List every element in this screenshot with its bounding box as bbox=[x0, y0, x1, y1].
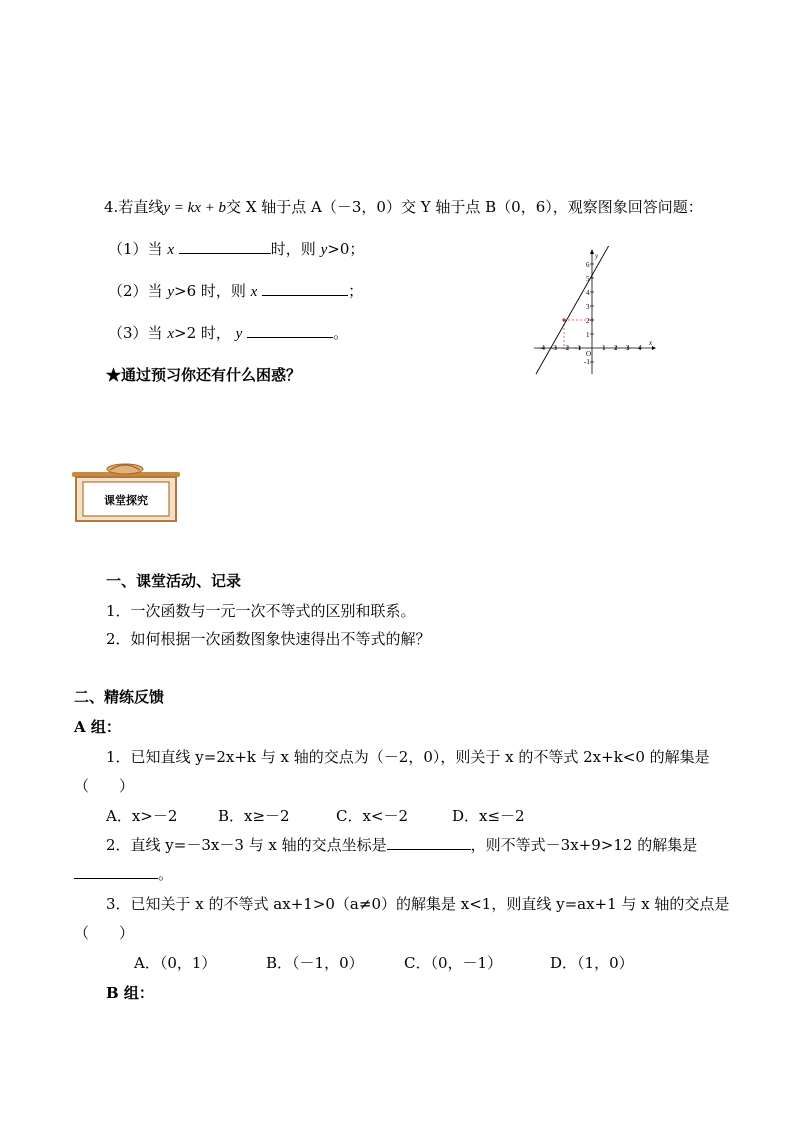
q2-line2 bbox=[74, 863, 173, 884]
point-marker-axis bbox=[590, 318, 593, 321]
answer-blank-3[interactable] bbox=[247, 323, 333, 338]
x-tick-neg1: -1 bbox=[575, 344, 581, 352]
q2-text-b: ，则不等式－3x+9>12 的解集是 bbox=[470, 836, 698, 854]
q4-formula: y = kx + b bbox=[163, 200, 227, 216]
x-tick-neg3: -3 bbox=[551, 344, 557, 352]
q2-answer-blank-2[interactable] bbox=[74, 864, 158, 879]
q4-p2-text-c: ； bbox=[348, 282, 364, 300]
q4-part2 bbox=[108, 280, 363, 301]
q3-option-d[interactable]: D．（1，0） bbox=[550, 954, 634, 972]
q4-part1 bbox=[108, 238, 364, 259]
section1-title: 一、课堂活动、记录 bbox=[106, 572, 242, 590]
q3-paren: （ ） bbox=[74, 924, 135, 942]
y-axis-arrow bbox=[590, 249, 594, 254]
x-tick-4: 4 bbox=[638, 344, 642, 352]
q4-p3-text-b: >2 时， bbox=[174, 324, 231, 342]
group-b-label: B 组： bbox=[106, 984, 154, 1002]
q1-paren: （ ） bbox=[74, 777, 135, 795]
q4-p3-text-c: 。 bbox=[333, 324, 349, 342]
q3-option-a[interactable]: A．（0，1） bbox=[134, 954, 217, 972]
q2-end: 。 bbox=[158, 865, 174, 883]
y-axis-label: y bbox=[595, 252, 599, 260]
q4-p1-var: x bbox=[167, 242, 174, 258]
y-tick-3: 3 bbox=[586, 303, 590, 311]
origin-label: O bbox=[586, 350, 592, 358]
x-tick-1: 1 bbox=[602, 344, 606, 352]
x-tick-3: 3 bbox=[626, 344, 630, 352]
q4-intro-suffix: 交 X 轴于点 A（－3，0）交 Y 轴于点 B（0，6），观察图象回答问题： bbox=[226, 198, 703, 216]
y-tick-5: 5 bbox=[586, 275, 590, 283]
x-tick-2: 2 bbox=[614, 344, 618, 352]
x-tick-neg2: -2 bbox=[563, 344, 569, 352]
q1-option-c[interactable]: C．x<－2 bbox=[336, 807, 409, 825]
x-axis-label: x bbox=[649, 339, 653, 347]
q3-option-b[interactable]: B．（－1，0） bbox=[266, 954, 364, 972]
q4-p2-text-b: >6 时，则 bbox=[174, 282, 246, 300]
y-tick-1: 1 bbox=[586, 331, 590, 339]
q3-option-c[interactable]: C．（0，－1） bbox=[404, 954, 503, 972]
q4-intro bbox=[104, 196, 703, 217]
q4-p1-var2: y bbox=[320, 242, 328, 258]
q2-text-a: 2．直线 y=－3x－3 与 x 轴的交点坐标是 bbox=[106, 836, 387, 854]
preview-question: ★通过预习你还有什么困惑？ bbox=[106, 366, 302, 384]
function-graph bbox=[530, 246, 660, 378]
answer-blank-2[interactable] bbox=[262, 281, 348, 296]
q4-p1-text-c: >0； bbox=[327, 240, 365, 258]
y-tick-4: 4 bbox=[586, 289, 590, 297]
q4-part3 bbox=[108, 322, 348, 343]
x-tick-neg4: -4 bbox=[539, 344, 545, 352]
q4-p2-var: y bbox=[167, 284, 174, 300]
q4-p3-text-a: （3）当 bbox=[108, 324, 163, 342]
q1-option-d[interactable]: D．x≤－2 bbox=[452, 807, 525, 825]
q4-p1-text-a: （1）当 bbox=[108, 240, 163, 258]
badge-text: 课堂探究 bbox=[104, 494, 148, 507]
q4-p3-var: x bbox=[167, 326, 174, 342]
q2-stem bbox=[106, 834, 697, 855]
group-a-label: A 组： bbox=[74, 718, 121, 736]
section1-item-2: 2．如何根据一次函数图象快速得出不等式的解？ bbox=[106, 630, 431, 648]
y-tick-neg1: -1 bbox=[584, 358, 590, 366]
q4-p2-text-a: （2）当 bbox=[108, 282, 163, 300]
y-tick-6: 6 bbox=[586, 261, 590, 269]
q3-stem: 3．已知关于 x 的不等式 ax+1>0（a≠0）的解集是 x<1，则直线 y=ax+1 与 x 轴的交点是 bbox=[106, 895, 730, 913]
point-marker bbox=[562, 318, 565, 321]
q1-option-b[interactable]: B．x≥－2 bbox=[218, 807, 290, 825]
q1-option-a[interactable]: A．x>－2 bbox=[106, 807, 178, 825]
x-axis-arrow bbox=[652, 346, 656, 350]
q1-stem: 1．已知直线 y=2x+k 与 x 轴的交点为（－2，0），则关于 x 的不等式 2x+k<0 的解集是 bbox=[106, 748, 710, 766]
section-badge bbox=[70, 460, 182, 524]
answer-blank-1[interactable] bbox=[179, 239, 271, 254]
q2-answer-blank[interactable] bbox=[387, 835, 471, 850]
q4-p2-var2: x bbox=[250, 284, 258, 300]
function-line bbox=[536, 246, 612, 374]
q4-intro-prefix: 若直线 bbox=[118, 198, 164, 216]
section2-title: 二、精练反馈 bbox=[74, 688, 165, 706]
q4-number: 4. bbox=[104, 198, 119, 216]
q4-p1-text-b: 时，则 bbox=[270, 240, 316, 258]
q4-p3-var2: y bbox=[235, 326, 243, 342]
y-tick-2: 2 bbox=[586, 317, 590, 325]
section1-item-1: 1．一次函数与一元一次不等式的区别和联系。 bbox=[106, 602, 416, 620]
